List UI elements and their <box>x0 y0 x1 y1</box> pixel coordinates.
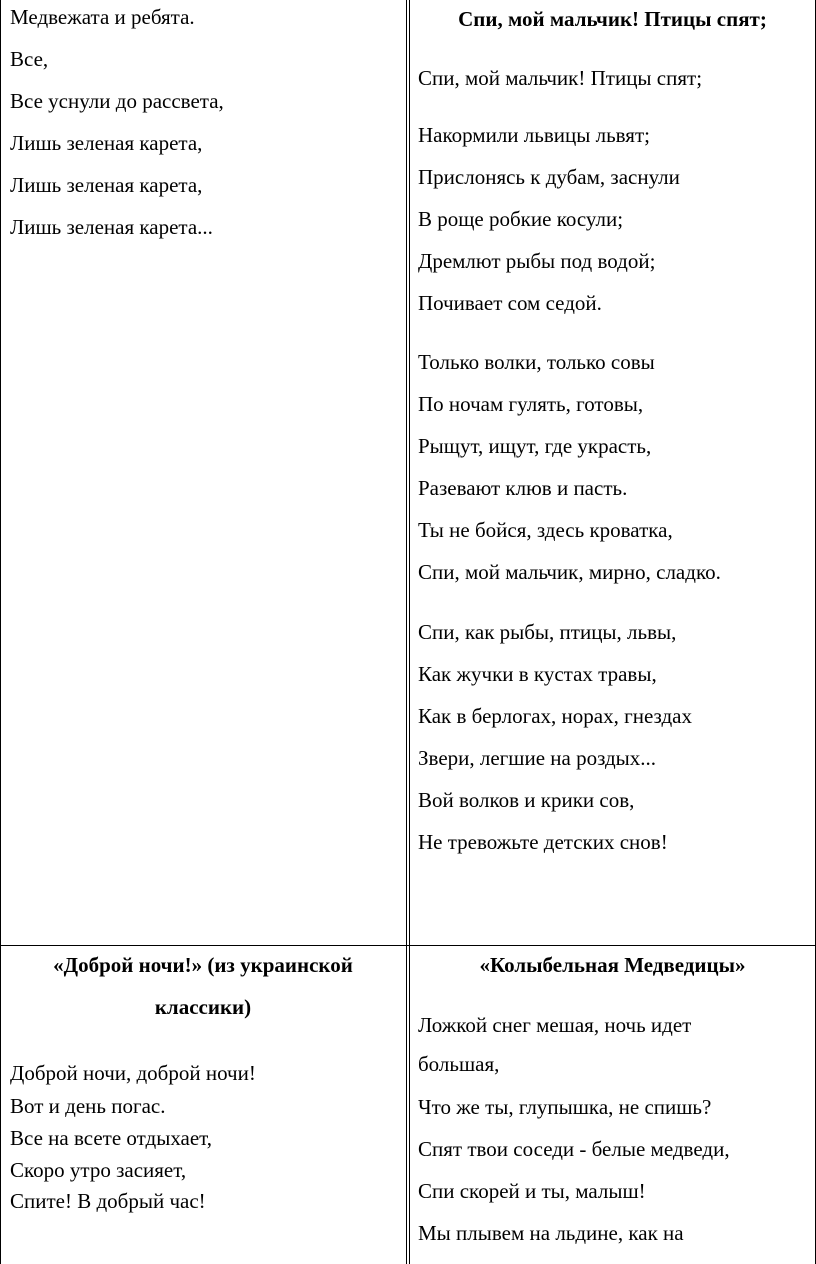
poem-line: Ты не бойся, здесь кроватка, <box>418 518 673 542</box>
poem-line: Как в берлогах, норах, гнездах <box>418 704 692 728</box>
poem-line: Прислонясь к дубам, заснули <box>418 165 680 189</box>
poem-title: «Колыбельная Медведицы» <box>479 953 746 977</box>
table-border-middle <box>406 0 407 1264</box>
poem-line: Спите! В добрый час! <box>10 1189 206 1213</box>
poem-line: Медвежата и ребята. <box>10 5 195 29</box>
poem-line: Как жучки в кустах травы, <box>418 662 657 686</box>
poem-line: Только волки, только совы <box>418 350 655 374</box>
poem-line: Звери, легшие на роздых... <box>418 746 657 770</box>
poem-line: Спи, как рыбы, птицы, львы, <box>418 620 677 644</box>
poem-line: большая, <box>418 1052 500 1076</box>
poem-line: Спи скорей и ты, малыш! <box>418 1179 646 1203</box>
table-border-left <box>0 0 1 1264</box>
poem-line: Мы плывем на льдине, как на <box>418 1221 684 1245</box>
poem-line: В роще робкие косули; <box>418 207 624 231</box>
poem-title-continued: классики) <box>154 995 252 1019</box>
poem-line: Дремлют рыбы под водой; <box>418 249 656 273</box>
poem-title: Спи, мой мальчик! Птицы спят; <box>458 7 767 31</box>
poem-line: Спи, мой мальчик, мирно, сладко. <box>418 560 721 584</box>
poem-line: Спи, мой мальчик! Птицы спят; <box>418 66 703 90</box>
poem-line: Лишь зеленая карета, <box>10 131 203 155</box>
table-border-middle-double <box>409 0 410 1264</box>
poem-line: Все на всете отдыхает, <box>10 1126 213 1150</box>
poem-line: Лишь зеленая карета... <box>10 215 213 239</box>
poem-line: Скоро утро засияет, <box>10 1158 187 1182</box>
poem-line: Все уснули до рассвета, <box>10 89 224 113</box>
poem-line: Не тревожьте детских снов! <box>418 830 668 854</box>
poem-line: Все, <box>10 47 49 71</box>
poem-line: Накормили львицы львят; <box>418 123 650 147</box>
poem-line: Доброй ночи, доброй ночи! <box>10 1061 256 1085</box>
poem-line: По ночам гулять, готовы, <box>418 392 644 416</box>
poem-title: «Доброй ночи!» (из украинской <box>53 953 353 977</box>
poem-line: Рыщут, ищут, где украсть, <box>418 434 652 458</box>
poem-line: Что же ты, глупышка, не спишь? <box>418 1095 712 1119</box>
table-row-divider <box>0 945 816 946</box>
poem-line: Вот и день погас. <box>10 1094 166 1118</box>
poem-line: Вой волков и крики сов, <box>418 788 635 812</box>
poem-line: Спят твои соседи - белые медведи, <box>418 1137 730 1161</box>
poem-line: Почивает сом седой. <box>418 291 602 315</box>
poem-line: Лишь зеленая карета, <box>10 173 203 197</box>
poem-line: Разевают клюв и пасть. <box>418 476 628 500</box>
poem-line: Ложкой снег мешая, ночь идет <box>418 1013 692 1037</box>
